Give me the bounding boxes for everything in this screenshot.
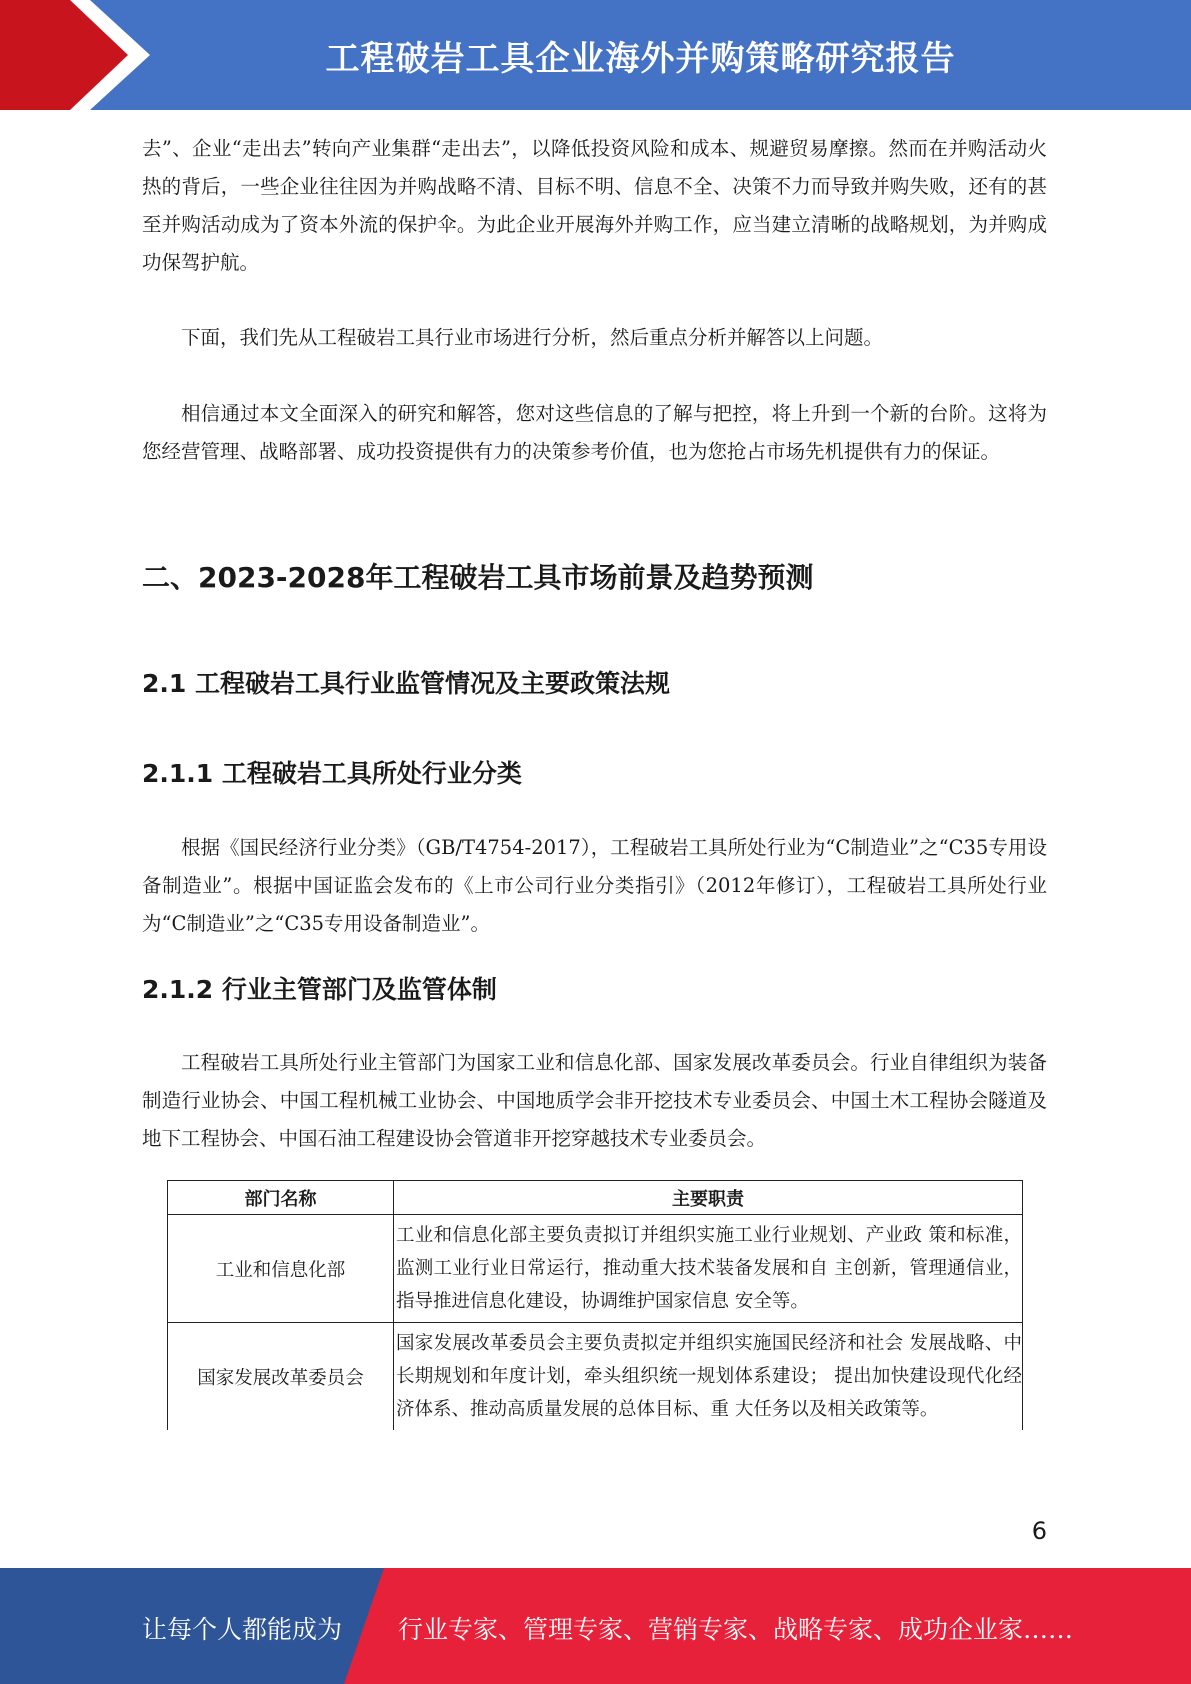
table-row [168, 1215, 1023, 1323]
header-red-chevron [0, 0, 150, 110]
section-heading-2-1-1: 2.1.1 工程破岩工具所处行业分类 [142, 759, 522, 788]
department-name: 工业和信息化部 [168, 1215, 394, 1323]
department-duty: 国家发展改革委员会主要负责拟定并组织实施国民经济和社会 发展战略、中长期规划和年度计划，牵头组织统一规划体系建设； 提出加快建设现代化经济体系、推动高质量发展的总体目标、重 大任务以及相关政策等。 [394, 1323, 1023, 1431]
section-heading-2-1: 2.1 工程破岩工具行业监管情况及主要政策法规 [142, 669, 670, 698]
report-title: 工程破岩工具企业海外并购策略研究报告 [325, 38, 956, 79]
paragraph-regulators: 工程破岩工具所处行业主管部门为国家工业和信息化部、国家发展改革委员会。行业自律组织为装备制造行业协会、中国工程机械工业协会、中国地质学会非开挖技术专业委员会、中国土木工程协会隧道及地下工程协会、中国石油工程建设协会管道非开挖穿越技术专业委员会。 [142, 1051, 1047, 1150]
table-header-duties: 主要职责 [394, 1181, 1023, 1215]
footer-slogan-right: 行业专家、管理专家、营销专家、战略专家、成功企业家…… [398, 1615, 1074, 1644]
table-header-department: 部门名称 [168, 1181, 394, 1215]
section-heading-2-1-2: 2.1.2 行业主管部门及监管体制 [142, 975, 497, 1004]
paragraph-intro: 去”、企业“走出去”转向产业集群“走出去”，以降低投资风险和成本、规避贸易摩擦。然而在并购活动火热的背后，一些企业往往因为并购战略不清、目标不明、信息不全、决策不力而导致并购失败，还有的甚至并购活动成为了资本外流的保护伞。为此企业开展海外并购工作，应当建立清晰的战略规划，为并购成功保驾护航。 [142, 137, 1047, 274]
table-row [168, 1323, 1023, 1431]
paragraph-industry-classification: 根据《国民经济行业分类》（GB/T4754-2017），工程破岩工具所处行业为“C制造业”之“C35专用设备制造业”。根据中国证监会发布的《上市公司行业分类指引》（2012年修订），工程破岩工具所处行业为“C制造业”之“C35专用设备制造业”。 [142, 836, 1047, 935]
page-number: 6 [1031, 1517, 1047, 1545]
department-duty: 工业和信息化部主要负责拟订并组织实施工业行业规划、产业政 策和标准，监测工业行业日常运行，推动重大技术装备发展和自 主创新，管理通信业，指导推进信息化建设，协调维护国家信息 安全等。 [394, 1215, 1023, 1323]
paragraph-analysis-outline: 下面，我们先从工程破岩工具行业市场进行分析，然后重点分析并解答以上问题。 [181, 326, 884, 349]
department-name: 国家发展改革委员会 [168, 1323, 394, 1431]
table-header-row [168, 1181, 1023, 1215]
page-header [0, 0, 1191, 110]
footer-slogan-left: 让每个人都能成为 [142, 1615, 343, 1644]
section-heading-2: 二、2023-2028年工程破岩工具市场前景及趋势预测 [142, 561, 814, 594]
department-table [167, 1180, 1023, 1430]
paragraph-closing: 相信通过本文全面深入的研究和解答，您对这些信息的了解与把控，将上升到一个新的台阶。这将为您经营管理、战略部署、成功投资提供有力的决策参考价值，也为您抢占市场先机提供有力的保证。 [142, 402, 1047, 463]
